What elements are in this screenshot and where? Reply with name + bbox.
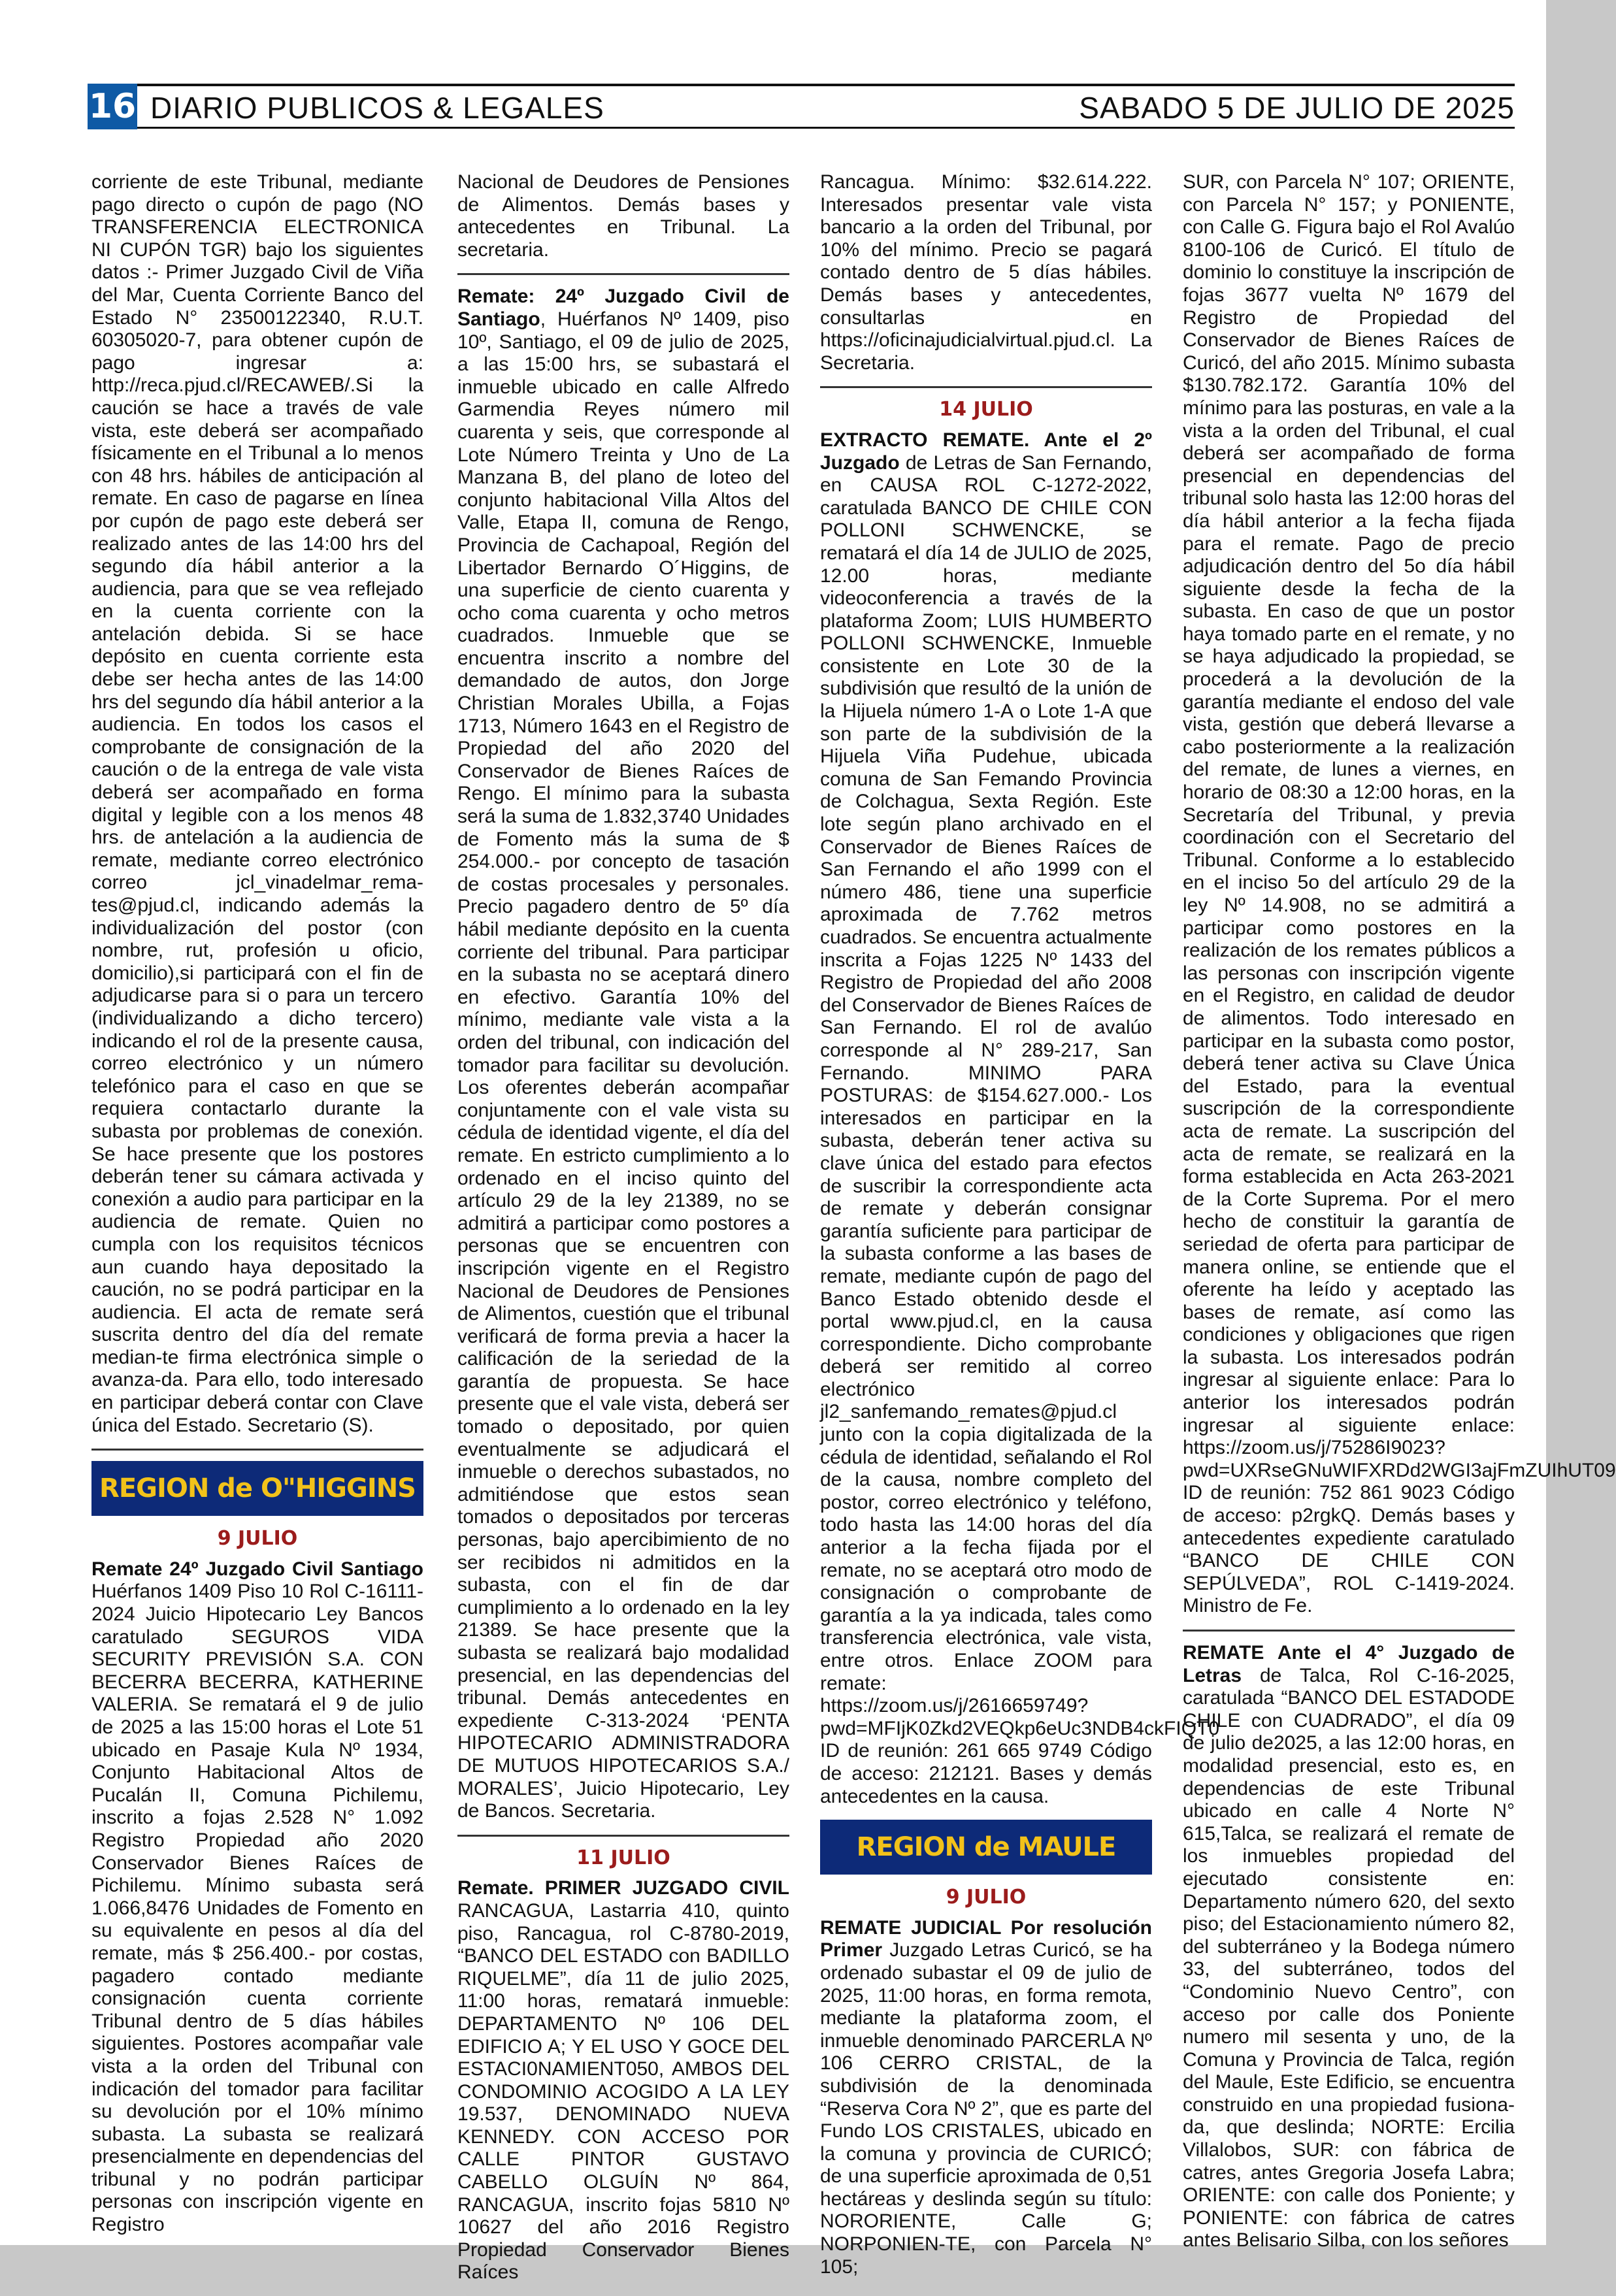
column-2 xyxy=(457,171,789,2296)
notice-lead: REMATE JUDICIAL Por resolución Primer xyxy=(820,1916,1152,1961)
notice-text xyxy=(1183,1642,1515,2252)
notice-body: de Talca, Rol C-16-2025, caratulada “BANCO DEL ESTADODE CHILE con CUADRADO”, el día 09 de julio de2025, a las 12:00 horas, en modalidad presencial, esto es, en dependencias de este Tribunal ubicado en calle 4 Norte N° 615,Talca, se realizará el remate de los inmuebles propiedad del ejecutado consistente en: Departamento número 620, del sexto piso; del Estacionamiento número 82, del subterráneo y la Bodega número 33, del subterráneo, todos del “Condominio Nuevo Centro”, con acceso por calle dos Poniente numero mil sesenta y uno, de la Comuna y Provincia de Talca, región del Maule, Este Edificio, se encuentra construido en una propiedad fusiona-da, que deslinda; NORTE: Ercilia Villalobos, SUR: con fábrica de catres, antes Gregoria Josefa Labra; ORIENTE: con calle dos Poniente; y PONIENTE: con fábrica de catres antes Belisario Silba, con los señores xyxy=(1183,1664,1515,2252)
divider xyxy=(457,1835,789,1837)
divider xyxy=(1183,1630,1515,1632)
divider xyxy=(91,1449,423,1451)
issue-date: SABADO 5 DE JULIO DE 2025 xyxy=(1079,91,1515,125)
divider xyxy=(820,386,1152,388)
notice-lead: REMATE Ante el 4° Juzgado de Letras xyxy=(1183,1642,1515,1686)
notice-body: Huérfanos 1409 Piso 10 Rol C-16111-2024 Juicio Hipotecario Ley Bancos caratulado SEGUROS VIDA SECURITY PREVISIÓN S.A. CON BECERRA BECERRA, KATHERINE VALERIA. Se rematará el 9 de julio de 2025 a las 15:00 horas el Lote 51 ubicado en Pasaje Kula Nº 1934, Conjunto Habitacional Altos de Pucalán II, Comuna Pichilemu, inscrito a fojas 2.528 N° 1.092 Registro Propiedad año 2020 Conservador Bienes Raíces de Pichilemu. Mínimo subasta será 1.066,8476 Unidades de Fomento en su equivalente en pesos al día del remate, más $ 256.400.- por costas, pagadero contado mediante consignación cuenta corriente Tribunal dentro de 5 días hábiles siguientes. Postores acompañar vale vista a la orden del Tribunal con indicación del tomador para facilitar su devolución por el 10% mínimo subasta. La subasta se realizará presencialmente en dependencias del tribunal y no podrán participar personas con inscripción vigente en Registro xyxy=(91,1581,423,2236)
notice-lead: Remate: 24º Juzgado Civil de Santiago xyxy=(457,286,789,330)
paper-name: DIARIO PUBLICOS & LEGALES xyxy=(150,91,604,125)
column-4 xyxy=(1183,171,1616,2264)
notice-text: corriente de este Tribunal, mediante pago directo o cupón de pago (NO TRANSFERENCIA ELECTRONICA NI CUPÓN TGR) bajo los siguientes datos :- Primer Juzgado Civil de Viña del Mar, Cuenta Corriente Banco del Estado N° 23500122340, R.U.T. 60305020-7, para obtener cupón de pago ingresar a: http://reca.pjud.cl/RECAWEB/.Si la caución se hace a través de vale vista, este deberá ser acompañado físicamente en el Tribunal a lo menos con 48 hrs. hábiles de anticipación al remate. En caso de pagarse en línea por cupón de pago este deberá ser realizado antes de las 14:00 hrs del segundo día hábil anterior a la audiencia, para que se vea reflejado en la cuenta corriente con la antelación debida. Si se hace depósito en cuenta corriente esta debe ser hecha antes de las 14:00 hrs del segundo día hábil anterior a la audiencia. En todos los casos el comprobante de consignación de la caución o de la entrega de vale vista deberá ser acompañado en forma digital y legible con a los menos 48 hrs. de antelación a la audiencia de remate, mediante correo electrónico correo jcl_vinadelmar_rema-tes@pjud.cl, indicando además la individualización del postor (con nombre, rut, profesión u oficio, domicilio),si participará con el fin de adjudicarse para si o para un tercero (individualizando a dicho tercero) indicando el rol de la presente causa, correo electrónico y un número telefónico para el caso en que se requiera contactarlo durante la subasta por problemas de conexión. Se hace presente que los postores deberán tener su cámara activada y conexión a audio para participar en la audiencia de remate. Quien no cumpla con los requisitos técnicos aun cuando haya depositado la caución, no se podrá participar en la audiencia. El acta de remate será suscrita dentro del día del remate median-te firma electrónica simple o avanza-da. Para ello, todo interesado en participar deberá contar con Clave única del Estado. Secretario (S). xyxy=(91,171,423,1436)
notice-lead: EXTRACTO REMATE. Ante el 2º Juzgado xyxy=(820,429,1152,474)
region-banner: REGION de O"HIGGINS xyxy=(91,1461,423,1516)
region-banner: REGION de MAULE xyxy=(820,1820,1152,1875)
column-3 xyxy=(820,171,1220,2290)
notice-text xyxy=(457,286,789,1822)
date-heading: 11 JULIO xyxy=(576,1846,670,1869)
date-heading: 14 JULIO xyxy=(939,398,1033,421)
notice-body: RANCAGUA, Lastarria 410, quinto piso, Rancagua, rol C-8780-2019, “BANCO DEL ESTADO con BADILLO RIQUELME”, día 11 de julio 2025, 11:00 horas, rematará inmueble: DEPARTAMENTO Nº 106 DEL EDIFICIO A; Y EL USO Y GOCE DEL ESTACI0NAMIENT050, AMBOS DEL CONDOMINIO ACOGIDO A LA LEY 19.537, DENOMINADO NUEVA KENNEDY. CON ACCESO POR CALLE PINTOR GUSTAVO CABELLO OLGUÍN Nº 864, RANCAGUA, inscrito fojas 5810 Nº 10627 del año 2016 Registro Propiedad Conservador Bienes Raíces xyxy=(457,1899,789,2284)
notice-text: SUR, con Parcela N° 107; ORIENTE, con Parcela N° 157; y PONIENTE, con Calle G. Figura bajo el Rol Avalúo 8100-106 de Curicó. El título de dominio lo constituye la inscripción de fojas 3677 vuelta Nº 1679 del Registro de Propiedad del Conservador de Bienes Raíces de Curicó, del año 2015. Mínimo subasta $130.782.172. Garantía 10% del mínimo para las posturas, en vale a la vista a la orden del Tribunal, el cual deberá ser acompañado de forma presencial en dependencias del tribunal solo hasta las 12:00 horas del día hábil anterior a la fecha fijada para el remate. Pago de precio adjudicación dentro del 5o día hábil siguiente desde la fecha de la subasta. En caso de que un postor haya tomado parte en el remate, y no se haya adjudicado la propiedad, se procederá a la devolución de la garantía mediante el endoso del vale vista, gestión que deberá llevarse a cabo posteriormente a la realización del remate, de lunes a viernes, en horario de 08:30 a 12:00 horas, en la Secretaría del Tribunal, y previa coordinación con el Secretario del Tribunal. Conforme a lo establecido en el inciso 5o del artículo 29 de la ley Nº 14.908, no se admitirá a participar como postores en la realización de los remates públicos a las personas con inscripción vigente en el Registro, en calidad de deudor de alimentos. Todo interesado en participar en la subasta como postor, deberá tener activa su Clave Única del Estado, para la eventual suscripción de la correspondiente acta de remate. La suscripción del acta de remate, se realizará en la forma establecida en Acta 263-2021 de la Corte Suprema. Por el mero hecho de constituir la garantía de seriedad de oferta para participar de manera online, se entiende que el oferente ha leído y aceptado las bases de remate, así como las condiciones y obligaciones que rigen la subasta. Los interesados podrán ingresar al siguiente enlace: Para lo anterior los interesados podrán ingresar al siguiente enlace: https://zoom.us/j/75286I9023?pwd=UXRseGNuWIFXRDd2WGI3ajFmZUIhUT09 ID de reunión: 752 861 9023 Código de acceso: p2rgkQ. Demás bases y antecedentes expediente caratulado “BANCO DE CHILE CON SEPÚLVEDA”, ROL C-1419-2024. Ministro de Fe. xyxy=(1183,171,1616,1617)
notice-text xyxy=(820,429,1220,1808)
notice-text xyxy=(457,1877,789,2284)
notice-lead: Remate. PRIMER JUZGADO CIVIL xyxy=(457,1877,789,1899)
column-1 xyxy=(91,171,423,2248)
notice-text xyxy=(91,1558,423,2237)
notice-body: Juzgado Letras Curicó, se ha ordenado subastar el 09 de julio de 2025, 11:00 horas, en forma remota, mediante la plataforma zoom, el inmueble denominado PARCERLA Nº 106 CERRO CRISTAL, de la subdivisión de la denominada “Reserva Cora Nº 2”, que es parte del Fundo LOS CRISTALES, ubicado en la comuna y provincia de CURICÓ; de una superficie aproximada de 0,51 hectáreas y deslinda según su título: NORORIENTE, Calle G; NORPONIEN-TE, con Parcela N° 105; xyxy=(820,1939,1152,2278)
notice-lead: Remate 24º Juzgado Civil Santiago xyxy=(91,1558,423,1580)
notice-text: Nacional de Deudores de Pensiones de Alimentos. Demás bases y antecedentes en Tribunal. La secretaria. xyxy=(457,171,789,261)
notice-text xyxy=(820,1917,1152,2279)
page-number: 16 xyxy=(88,84,137,129)
date-heading: 9 JULIO xyxy=(946,1886,1027,1909)
date-heading: 9 JULIO xyxy=(217,1527,298,1550)
notice-body: , Huérfanos Nº 1409, piso 10º, Santiago, el 09 de julio de 2025, a las 15:00 hrs, se subastará el inmueble ubicado en calle Alfredo Garmendia Reyes número mil cuarenta y seis, que corresponde al Lote Número Treinta y Uno de La Manzana B, del plano de loteo del conjunto habitacional Villa Altos del Valle, Etapa II, comuna de Rengo, Provincia de Cachapoal, Región del Libertador Bernardo O´Higgins, de una superficie de ciento cuarenta y ocho coma cuarenta y ocho metros cuadrados. Inmueble que se encuentra inscrito a nombre del demandado de autos, don Jorge Christian Morales Ubilla, a Fojas 1713, Número 1643 en el Registro de Propiedad del año 2020 del Conservador de Bienes Raíces de Rengo. El mínimo para la subasta será la suma de 1.832,3740 Unidades de Fomento más la suma de $ 254.000.- por concepto de tasación de costas procesales y personales. Precio pagadero dentro de 5º día hábil mediante depósito en la cuenta corriente del tribunal. Para participar en la subasta no se aceptará dinero en efectivo. Garantía 10% del mínimo, mediante vale vista a la orden del tribunal, con indicación del tomador para facilitar su devolución. Los oferentes deberán acompañar conjuntamente con el vale vista su cédula de identidad vigente, el día del remate. En estricto cumplimiento a lo ordenado en el inciso quinto del artículo 29 de la ley 21389, no se admitirá a participar como postores a personas que se encuentren con inscripción vigente en el Registro Nacional de Deudores de Pensiones de Alimentos, cuestión que el tribunal verificará de forma previa a hacer la calificación de la seriedad de la garantía de propuesta. Se hace presente que el vale vista, deberá ser tomado o depositado, por quien eventualmente se adjudicará el inmueble o derechos subastados, no admitiéndose que estos sean tomados o depositados por terceras personas, bajo apercibimiento de no ser recibidos ni admitidos en la subasta, con el fin de dar cumplimiento a lo ordenado en la ley 21389. Se hace presente que la subasta se realizará bajo modalidad presencial, en las dependencias del tribunal. Demás antecedentes en expediente C-313-2024 ‘PENTA HIPOTECARIO ADMINISTRADORA DE MUTUOS HIPOTECARIOS S.A./ MORALES’, Juicio Hipotecario, Ley de Bancos. Secretaria. xyxy=(457,308,789,1822)
notice-body: de Letras de San Fernando, en CAUSA ROL C-1272-2022, caratulada BANCO DE CHILE CON POLLONI SCHWENCKE, se rematará el día 14 de JULIO de 2025, 12.00 horas, mediante videoconferencia a través de la plataforma Zoom; LUIS HUMBERTO POLLONI SCHWENCKE, Inmueble consistente en Lote 30 de la subdivisión que resultó de la unión de la Hijuela número 1-A o Lote 1-A que son parte de la subdivisión de la Hijuela Viña Pudehue, ubicada comuna de San Femando Provincia de Colchagua, Sexta Región. Este lote según plano archivado en el Conservador de Bienes Raíces de San Fernando el año 1999 con el número 486, tiene una superficie aproximada de 7.762 metros cuadrados. Se encuentra actualmente inscrita a Fojas 1225 Nº 1433 del Registro de Propiedad del año 2008 del Conservador de Bienes Raíces de San Fernando. El rol de avalúo corresponde al N° 289-217, San Fernando. MINIMO PARA POSTURAS: de $154.627.000.- Los interesados en participar en la subasta, deberán tener activa su clave única del estado para efectos de suscribir la correspondiente acta de remate y deberán consignar garantía suficiente para participar de la subasta conforme a las bases de remate, mediante cupón de pago del Banco Estado obtenido desde el portal www.pjud.cl, en la causa correspondiente. Dicho comprobante deberá ser remitido al correo electrónico jl2_sanfemando_remates@pjud.cl junto con la copia digitalizada de la cédula de identidad, señalando el Rol de la causa, nombre completo del postor, correo electrónico y teléfono, todo hasta las 14:00 horas del día anterior a la fecha fijada por el remate, no se aceptará otro modo de consignación o comprobante de garantía a la ya indicada, tales como transferencia electrónica, vale vista, entre otros. Enlace ZOOM para remate: https://zoom.us/j/2616659749?pwd=MFIjK0Zkd2VEQkp6eUc3NDB4ckFIQT0 ID de reunión: 261 665 9749 Código de acceso: 212121. Bases y demás antecedentes en la causa. xyxy=(820,451,1220,1807)
page-header xyxy=(88,84,1515,129)
notice-text: Rancagua. Mínimo: $32.614.222. Interesados presentar vale vista bancario a la orden del Tribunal, por 10% del mínimo. Precio se pagará contado dentro de 5 días hábiles. Demás bases y antecedentes, consultarlas en https://oficinajudicialvirtual.pjud.cl. La Secretaria. xyxy=(820,171,1152,374)
divider xyxy=(457,273,789,275)
